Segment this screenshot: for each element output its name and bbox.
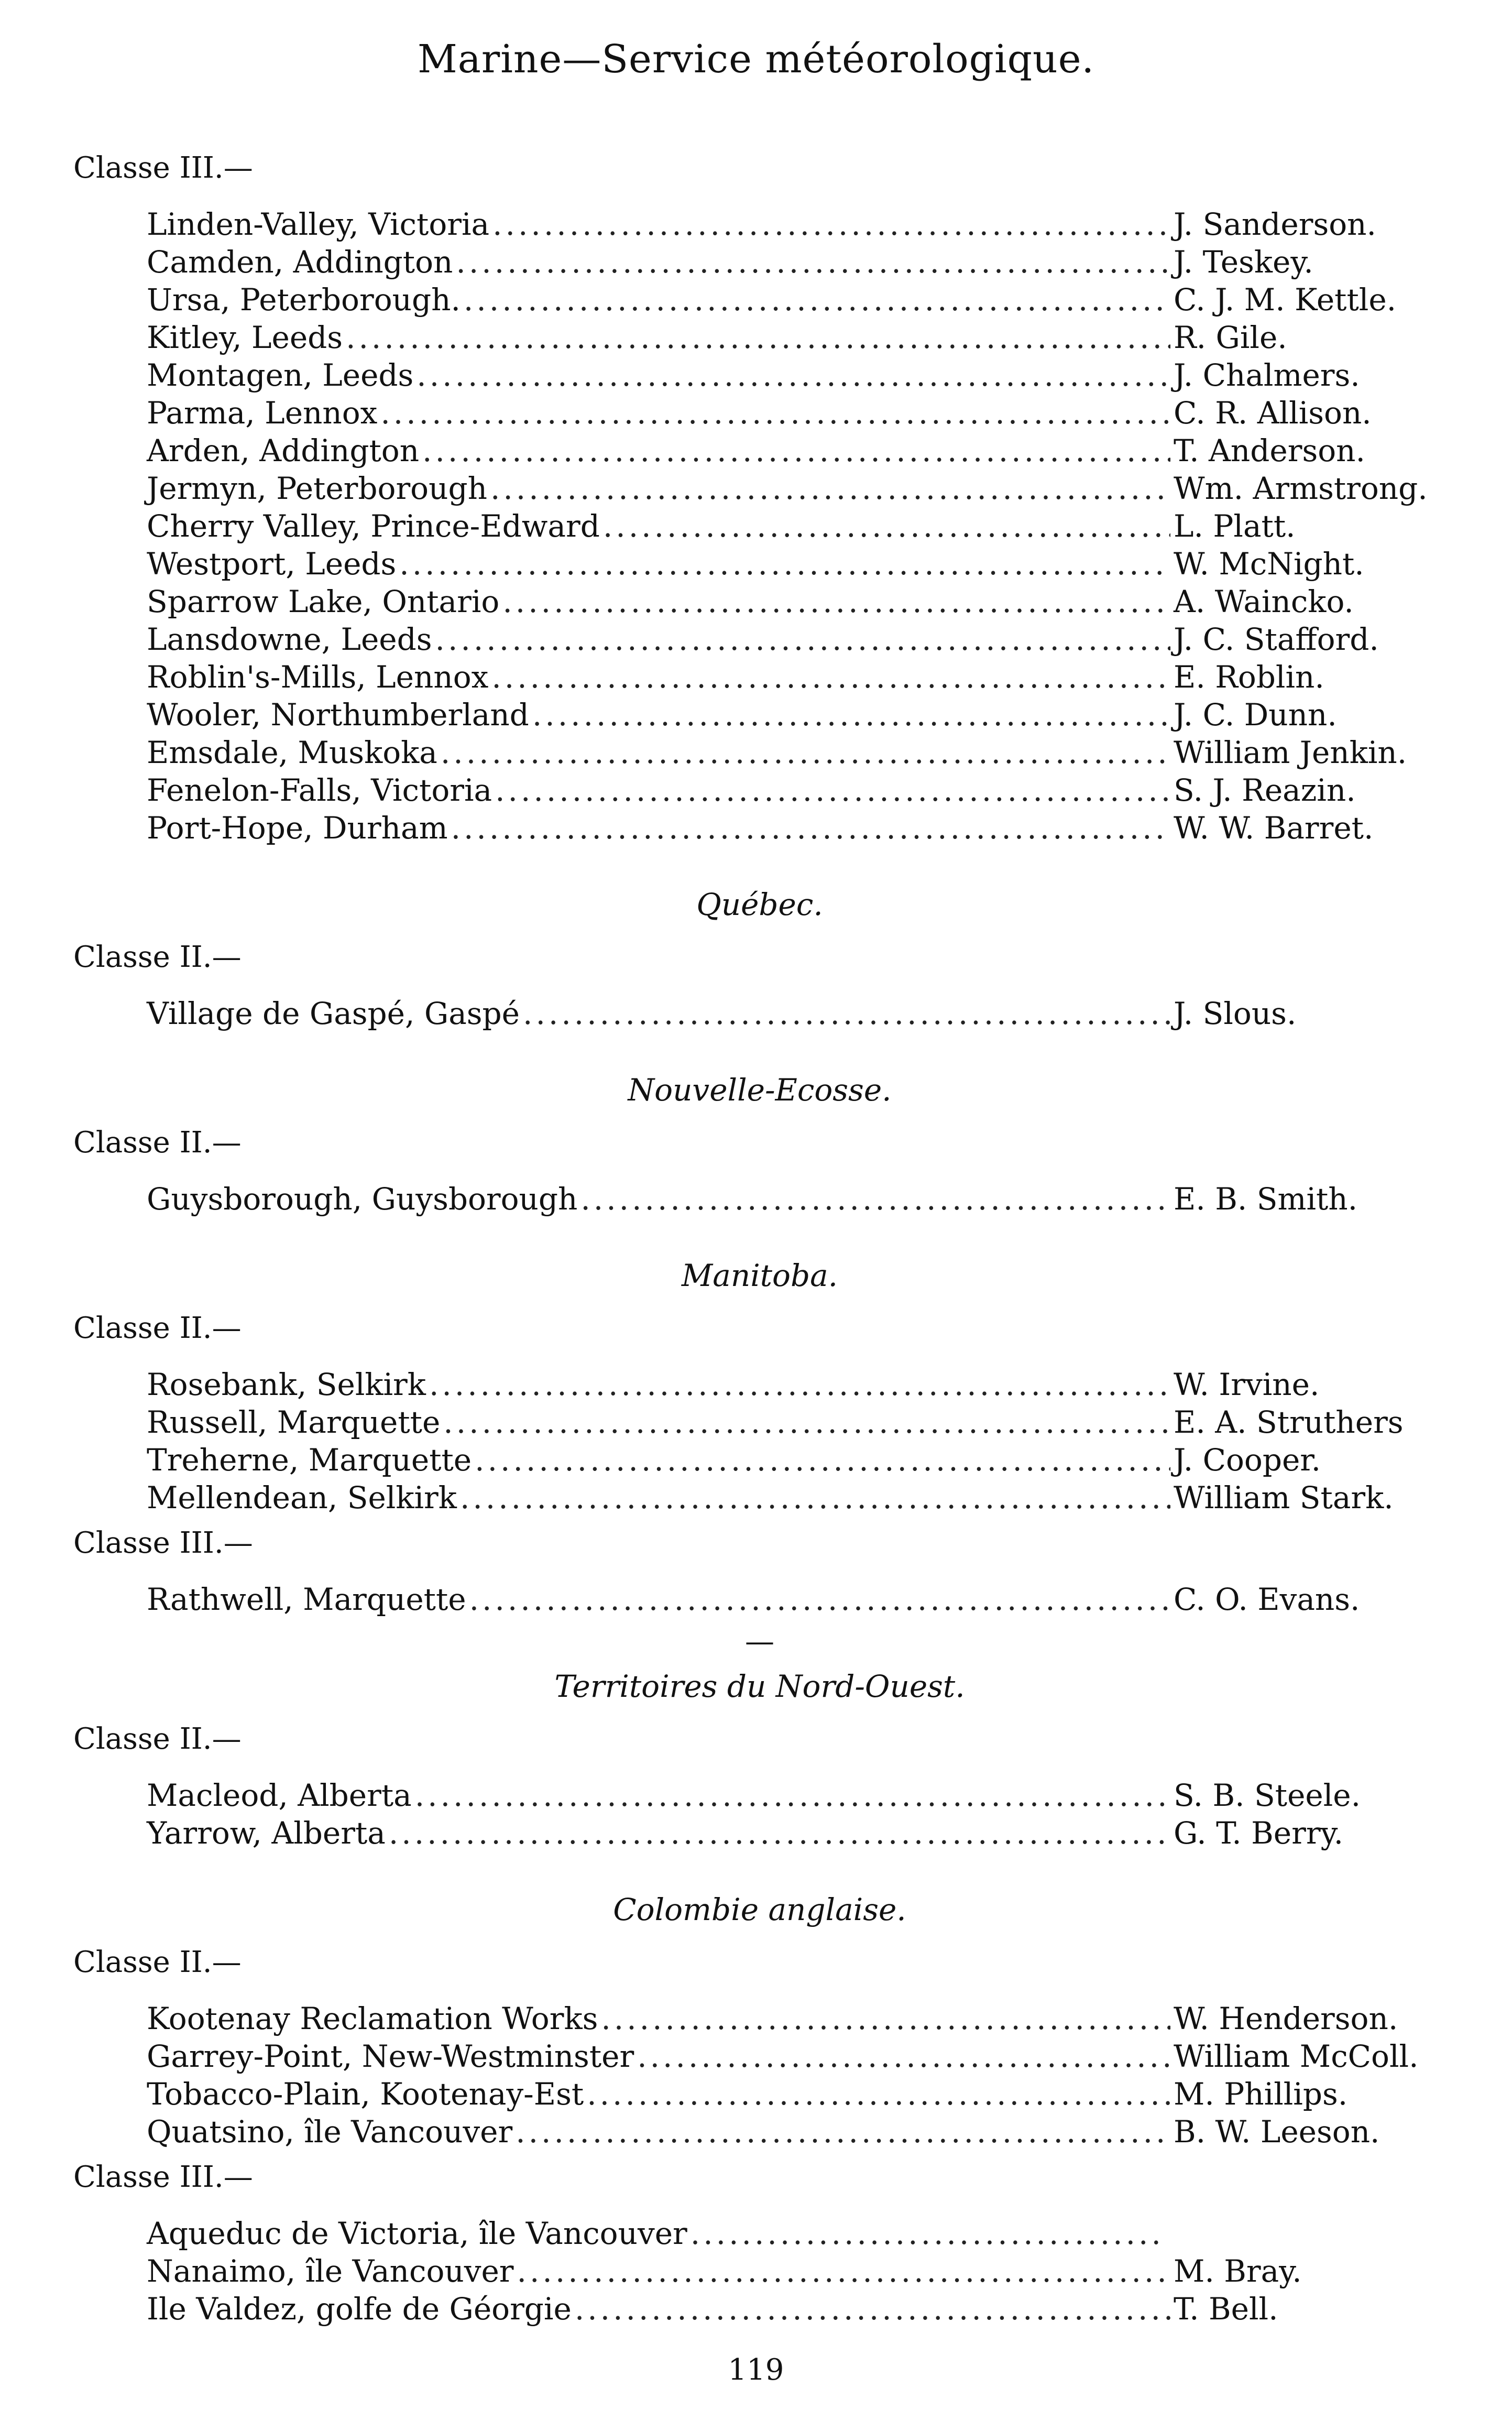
station-observer: W. Irvine. [1174,1367,1320,1402]
station-observer: C. R. Allison. [1174,395,1372,431]
dot-leader [415,1776,1170,1814]
dot-leader [451,809,1170,847]
station-place: Mellendean, Selkirk [147,1480,457,1516]
station-observer: William Stark. [1174,1480,1394,1516]
station-place: Yarrow, Alberta [147,1815,386,1851]
station-list [73,141,1446,2328]
station-observer: L. Platt. [1174,508,1296,544]
station-place: Rathwell, Marquette [147,1582,466,1617]
dot-leader [532,696,1170,734]
station-place: Emsdale, Muskoka [147,735,437,770]
dot-leader [417,356,1170,394]
section-manitoba [73,1249,1446,1660]
dot-leader [516,2113,1170,2151]
station-observer: J. Cooper. [1174,1442,1321,1478]
station-entry [147,1479,1446,1517]
station-place: Parma, Lennox [147,395,378,431]
dot-leader [389,1814,1170,1852]
section-heading: Colombie anglaise. [613,1892,906,1927]
station-place: Jermyn, Peterborough [147,471,487,506]
station-place: Treherne, Marquette [147,1442,472,1478]
classe-label: Classe III.— [73,151,253,185]
station-place: Garrey-Point, New-Westminster [147,2039,634,2074]
station-observer: W. McNight. [1174,546,1364,582]
station-place: Ursa, Peterborough. [147,282,461,318]
classe-label: Classe II.— [73,940,242,974]
station-place: Port-Hope, Durham [147,810,448,846]
station-entry [147,2075,1446,2113]
entries [73,2215,1446,2328]
station-observer: A. Waincko. [1174,584,1354,619]
station-observer: J. Sanderson. [1174,206,1376,242]
station-place: Nanaimo, île Vancouver [147,2253,514,2289]
station-place: Roblin's-Mills, Lennox [147,659,489,695]
dot-leader [691,2215,1162,2252]
classe-label: Classe II.— [73,1722,242,1756]
dot-leader [469,1580,1170,1618]
station-observer: William Jenkin. [1174,735,1407,770]
station-observer: G. T. Berry. [1174,1815,1344,1851]
station-entry [147,1180,1446,1218]
station-place: Linden-Valley, Victoria [147,206,490,242]
dot-leader [492,205,1170,243]
station-observer: W. W. Barret. [1174,810,1374,846]
station-observer: E. B. Smith. [1174,1181,1358,1217]
dot-leader [502,583,1170,620]
dot-leader [380,394,1170,432]
station-entry [147,771,1446,809]
station-entry [147,1403,1446,1441]
station-place: Macleod, Alberta [147,1778,412,1813]
section-nouvelle-ecosse [73,1064,1446,1218]
station-entry [147,734,1446,771]
station-observer: S. B. Steele. [1174,1778,1361,1813]
section-quebec [73,878,1446,1032]
dot-leader [601,2000,1170,2037]
dot-leader [575,2290,1170,2328]
station-entry [147,2037,1446,2075]
dot-leader [460,1479,1170,1517]
dot-leader [422,432,1170,470]
station-observer: Wm. Armstrong. [1174,471,1428,506]
station-entry [147,2252,1446,2290]
station-place: Ile Valdez, golfe de Géorgie [147,2291,572,2327]
entries [73,995,1446,1032]
station-place: Quatsino, île Vancouver [147,2114,513,2150]
station-place: Aqueduc de Victoria, île Vancouver [147,2216,687,2251]
dot-leader [495,771,1170,809]
station-place: Rosebank, Selkirk [147,1367,426,1402]
station-entry [147,1580,1446,1618]
station-entry [147,620,1446,658]
section-heading: Manitoba. [681,1258,838,1293]
separator-dash: — [745,1625,774,1659]
station-place: Arden, Addington [147,433,420,468]
station-entry [147,995,1446,1032]
entries [73,205,1446,847]
station-place: Camden, Addington [147,244,453,280]
station-observer: B. W. Leeson. [1174,2114,1380,2150]
station-entry [147,507,1446,545]
page-title: Marine—Service météorologique. [417,37,1095,82]
section-heading: Québec. [696,887,823,922]
station-entry [147,809,1446,847]
section-heading: Nouvelle-Ecosse. [628,1072,892,1108]
station-observer: E. A. Struthers [1174,1404,1404,1440]
station-observer: S. J. Reazin. [1174,772,1356,808]
section-ontario-classe-iii [73,147,1446,847]
station-observer: E. Roblin. [1174,659,1324,695]
station-place: Guysborough, Guysborough [147,1181,578,1217]
station-entry [147,281,1446,319]
station-place: Wooler, Northumberland [147,697,529,733]
station-place: Kootenay Reclamation Works [147,2001,598,2036]
station-entry [147,545,1446,583]
station-entry [147,205,1446,243]
dot-leader [491,658,1170,696]
dot-leader [517,2252,1170,2290]
classe-label: Classe III.— [73,1526,253,1560]
station-entry [147,2290,1446,2328]
station-entry [147,2215,1446,2252]
station-observer: M. Bray. [1174,2253,1302,2289]
classe-label: Classe II.— [73,1311,242,1345]
classe-label: Classe II.— [73,1945,242,1979]
dot-leader [523,995,1170,1032]
section-heading: Territoires du Nord-Ouest. [554,1669,965,1704]
station-entry [147,1366,1446,1403]
station-entry [147,2113,1446,2151]
station-entry [147,583,1446,620]
station-observer: C. J. M. Kettle. [1174,282,1397,318]
dot-leader [580,1180,1170,1218]
station-entry [147,1441,1446,1479]
classe-label: Classe II.— [73,1126,242,1160]
dot-leader [587,2075,1170,2113]
dot-leader [441,734,1170,771]
station-observer: T. Bell. [1174,2291,1278,2327]
classe-label: Classe III.— [73,2160,253,2194]
station-observer: J. Chalmers. [1174,357,1360,393]
dot-leader [464,281,1170,319]
station-observer: J. C. Stafford. [1174,622,1379,657]
station-entry [147,394,1446,432]
dot-leader [443,1403,1170,1441]
dot-leader [490,470,1170,507]
entries [73,1580,1446,1618]
station-place: Russell, Marquette [147,1404,441,1440]
station-observer: T. Anderson. [1174,433,1365,468]
station-place: Village de Gaspé, Gaspé [147,996,520,1031]
entries [73,1366,1446,1517]
station-place: Tobacco-Plain, Kootenay-Est [147,2076,584,2112]
dot-leader [475,1441,1170,1479]
station-entry [147,356,1446,394]
dot-leader [637,2037,1170,2075]
station-place: Westport, Leeds [147,546,397,582]
station-entry [147,470,1446,507]
entries [73,1180,1446,1218]
station-entry [147,319,1446,356]
station-observer: M. Phillips. [1174,2076,1348,2112]
station-observer: J. Teskey. [1174,244,1313,280]
section-territoires [73,1660,1446,1852]
station-entry [147,243,1446,281]
dot-leader [435,620,1170,658]
station-entry [147,2000,1446,2037]
station-entry [147,1814,1446,1852]
station-place: Cherry Valley, Prince-Edward [147,508,600,544]
entries [73,1776,1446,1852]
dot-leader [429,1366,1170,1403]
page-number: 119 [728,2353,784,2387]
dot-leader [346,319,1170,356]
station-place: Lansdowne, Leeds [147,622,432,657]
entries [73,2000,1446,2151]
station-place: Sparrow Lake, Ontario [147,584,500,619]
dot-leader [603,507,1170,545]
section-colombie [73,1883,1446,2328]
station-observer: William McColl. [1174,2039,1419,2074]
station-observer: R. Gile. [1174,320,1287,355]
station-entry [147,432,1446,470]
station-entry [147,1776,1446,1814]
station-place: Montagen, Leeds [147,357,414,393]
station-entry [147,696,1446,734]
station-observer: J. Slous. [1174,996,1297,1031]
station-observer: J. C. Dunn. [1174,697,1337,733]
station-place: Kitley, Leeds [147,320,343,355]
station-observer: C. O. Evans. [1174,1582,1360,1617]
dot-leader [456,243,1170,281]
station-entry [147,658,1446,696]
station-place: Fenelon-Falls, Victoria [147,772,492,808]
station-observer: W. Henderson. [1174,2001,1398,2036]
dot-leader [399,545,1170,583]
